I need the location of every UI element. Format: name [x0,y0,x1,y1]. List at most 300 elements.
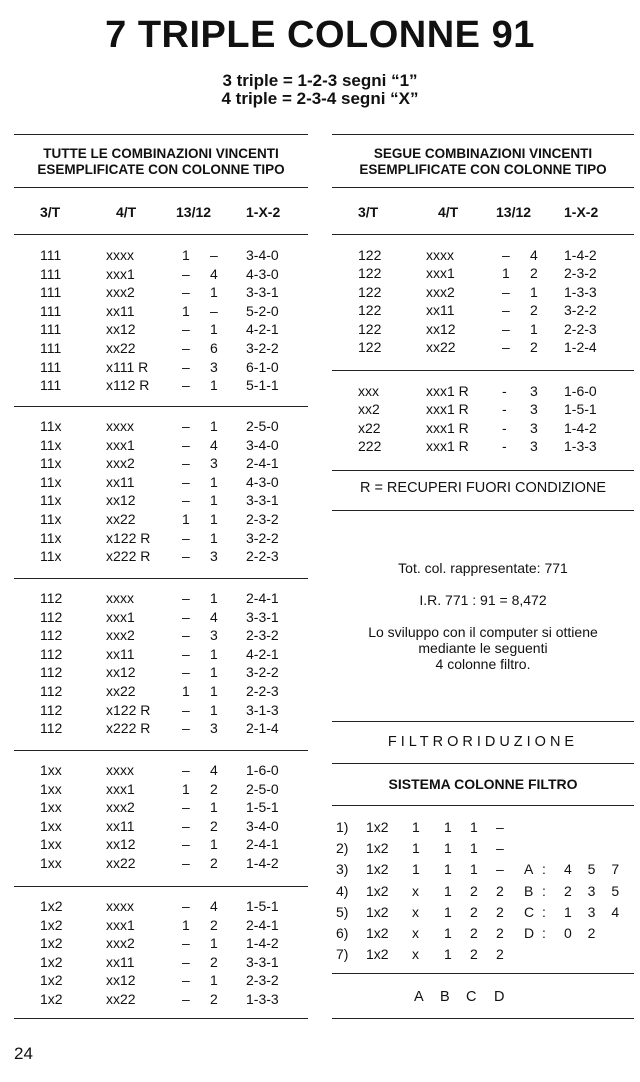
filter-cell: 1 [444,819,452,835]
table-cell: – [182,855,190,871]
reduction-index-note: I.R. 771 : 91 = 8,472 [419,592,547,608]
table-cell: 1xx [40,836,62,853]
table-cell: 2 [210,991,218,1007]
table-cell: – [210,247,218,263]
table-cell: 2-2-3 [246,683,279,699]
table-cell: – [502,283,510,300]
table-cell: 3 [530,419,538,436]
table-cell: xxx1 [106,436,135,453]
filter-letter: C [524,903,535,920]
filter-cell: 1x2 [366,819,389,835]
table-cell: xxxx [106,762,134,778]
table-cell: 2-2-3 [246,548,279,565]
table-cell: 1 [182,247,190,263]
table-cell: xxx1 R [426,383,469,399]
table-cell: x111 R [106,358,149,375]
colon-separator: : [542,925,546,941]
table-cell: 2-2-3 [564,320,597,337]
table-cell: 2-4-1 [246,836,279,853]
table-cell: xx2 [358,401,380,418]
table-cell: x22 [358,419,381,436]
table-cell: 1-3-3 [246,991,279,1007]
filter-cell: – [496,819,504,835]
table-cell: xxxx [106,247,134,263]
table-cell: xx12 [106,664,136,681]
table-cell: 1xx [40,762,62,778]
table-cell: 1x2 [40,991,63,1007]
table-cell: – [502,302,510,319]
table-cell: 1-4-2 [564,419,597,436]
table-cell: xx12 [106,492,136,509]
table-cell: 2 [530,265,538,282]
filter-cell: 1x2 [366,903,389,920]
filter-cell: 2 [470,925,478,941]
table-cell: 1 [210,645,218,662]
table-cell: xxx2 [106,627,135,644]
total-columns-note: Tot. col. rappresentate: 771 [398,560,568,576]
table-cell: 1 [210,473,218,490]
table-cell: 2-3-2 [246,511,279,527]
table-cell: 1 [210,418,218,434]
table-cell: – [182,664,190,681]
table-cell: 111 [40,284,62,301]
filter-values: 4 5 7 [564,861,626,878]
table-cell: 4 [210,608,218,625]
table-cell: xx11 [426,302,455,319]
table-cell: 3-3-1 [246,953,279,970]
filter-cell: – [496,840,504,857]
filter-cell: 1x2 [366,882,389,899]
table-cell: 11x [40,473,62,490]
table-cell: – [182,645,190,662]
column-header-1x2: 1-X-2 [564,204,599,220]
table-cell: 1-4-2 [564,247,597,263]
divider [332,805,634,806]
table-cell: 11x [40,511,62,527]
table-cell: 1-5-1 [246,799,279,816]
table-cell: xxx1 R [426,438,469,455]
footer-letter: D [494,989,505,1005]
left-table-header [14,146,308,178]
filter-cell: 6) [336,925,349,941]
table-cell: – [182,590,190,606]
table-cell: 1 [210,590,218,606]
filter-cell: 1) [336,819,349,835]
table-cell: 3-1-3 [246,701,279,718]
table-cell: xx11 [106,473,135,490]
table-cell: 2 [530,339,538,355]
table-cell: xxxx [106,590,134,606]
table-cell: 1xx [40,780,62,797]
filter-cell: 2 [496,882,504,899]
table-cell: xxx2 [106,799,135,816]
column-header-3t: 3/T [358,204,379,220]
table-cell: 1-4-2 [246,935,279,952]
divider [14,886,308,887]
table-cell: xx11 [106,645,135,662]
table-cell: xxx2 [426,283,455,300]
footer-letter: B [440,989,450,1005]
table-cell: 3 [530,401,538,418]
development-note [332,624,634,672]
table-cell: 112 [40,664,63,681]
table-cell: 111 [40,265,62,282]
filter-cell: 1 [444,840,452,857]
table-cell: 122 [358,320,382,337]
table-cell: xx22 [426,339,456,355]
filter-cell: 2 [470,882,478,899]
table-cell: – [182,548,190,565]
filter-cell: 5) [336,903,349,920]
table-cell: xxx2 [106,284,135,301]
table-cell: - [502,383,507,399]
table-cell: 111 [40,321,62,338]
table-cell: – [182,953,190,970]
filter-cell: 1 [444,925,452,941]
divider [14,134,308,135]
column-header-13-12: 13/12 [496,204,532,220]
filter-cell: 1 [444,903,452,920]
table-cell: - [502,401,507,418]
table-cell: 1 [210,321,218,338]
table-cell: 3 [210,358,218,375]
table-cell: 1x2 [40,953,63,970]
table-cell: – [182,436,190,453]
table-cell: 11x [40,455,62,472]
divider [14,750,308,751]
table-cell: 1 [210,284,218,301]
table-cell: xx22 [106,683,136,699]
filter-cell: 1 [444,882,452,899]
table-cell: xxx1 [426,265,455,282]
table-cell: xx11 [106,302,135,319]
table-cell: xxx1 [106,265,135,282]
table-cell: 3-3-1 [246,608,279,625]
table-cell: 2-3-2 [246,627,279,644]
table-cell: - [502,419,507,436]
table-cell: 112 [40,701,63,718]
table-cell: 4-3-0 [246,473,279,490]
filter-cell: 2 [496,946,504,963]
table-cell: – [502,339,510,355]
table-cell: – [182,991,190,1007]
table-cell: x222 R [106,548,151,565]
column-header-13-12: 13/12 [176,204,212,220]
table-cell: xx22 [106,855,136,871]
table-cell: – [182,455,190,472]
table-cell: 1 [210,836,218,853]
table-cell: 1 [210,972,218,989]
table-cell: 111 [40,358,62,375]
table-cell: 3 [530,383,538,399]
table-cell: 1 [210,492,218,509]
table-cell: 1 [210,377,218,394]
table-cell: x122 R [106,701,151,718]
filtroriduzione-title: FILTRORIDUZIONE [387,734,579,750]
table-cell: 4-2-1 [246,321,279,338]
table-cell: 112 [40,627,63,644]
table-cell: xxx1 R [426,419,469,436]
table-cell: 4 [210,762,218,778]
table-cell: – [182,529,190,546]
table-cell: – [502,247,510,263]
table-cell: 1-3-3 [564,438,597,455]
divider [332,510,634,511]
table-cell: 3-3-1 [246,284,279,301]
filter-cell: 2) [336,840,349,857]
table-cell: 1 [182,916,190,933]
divider [14,234,308,235]
filter-cell: 2 [496,925,504,941]
table-cell: – [182,418,190,434]
table-cell: – [182,340,190,356]
table-cell: 122 [358,247,382,263]
table-cell: 1-3-3 [564,283,597,300]
filter-letter: D [524,925,535,941]
table-cell: 3-2-2 [246,664,279,681]
table-cell: 2 [210,855,218,871]
table-cell: 3-3-1 [246,492,279,509]
table-cell: – [182,799,190,816]
table-cell: 1xx [40,799,62,816]
note-line: 4 colonne filtro. [435,656,531,672]
divider [332,234,634,235]
note-line: Lo sviluppo con il computer si ottiene [368,624,598,640]
table-cell: 1xx [40,817,62,834]
table-cell: 1 [210,701,218,718]
table-cell: 2-3-2 [564,265,597,282]
table-cell: 112 [40,608,63,625]
filter-cell: x [412,882,419,899]
table-cell: 2-1-4 [246,720,279,737]
table-cell: xx22 [106,340,136,356]
table-cell: xx22 [106,511,136,527]
divider [332,973,634,974]
table-cell: xx12 [106,972,136,989]
filter-cell: 2 [470,903,478,920]
footer-letter: A [414,989,424,1005]
table-cell: 1 [182,780,190,797]
table-cell: 2-4-1 [246,590,279,606]
subtitle-line: 4 triple = 2-3-4 segni “X” [221,89,419,108]
table-cell: 1 [210,511,218,527]
colon-separator: : [542,861,546,878]
table-cell: 1 [210,799,218,816]
table-cell: – [182,720,190,737]
filter-letter: B [524,882,534,899]
filter-cell: 1 [444,946,452,963]
filter-cell: 4) [336,882,349,899]
table-cell: 111 [40,377,62,394]
divider [332,1018,634,1019]
table-cell: 4-2-1 [246,645,279,662]
table-cell: 1 [182,302,190,319]
table-cell: 1-2-4 [564,339,597,355]
table-cell: xx12 [106,321,136,338]
table-cell: – [182,358,190,375]
table-cell: 1-4-2 [246,855,279,871]
table-cell: 2-5-0 [246,780,279,797]
table-cell: 2 [210,817,218,834]
table-cell: 2 [210,780,218,797]
table-cell: 4 [530,247,538,263]
table-cell: xx12 [426,320,456,337]
table-cell: 11x [40,529,62,546]
table-cell: 122 [358,265,382,282]
header-line: ESEMPLIFICATE CON COLONNE TIPO [359,162,607,177]
table-cell: 1 [502,265,510,282]
table-cell: 112 [40,645,63,662]
table-cell: 111 [40,340,62,356]
table-cell: 111 [40,302,62,319]
table-cell: 3-2-2 [246,529,279,546]
table-cell: 1 [210,664,218,681]
table-cell: 2-5-0 [246,418,279,434]
header-line: ESEMPLIFICATE CON COLONNE TIPO [37,162,285,177]
filter-cell: 1 [470,840,478,857]
divider [332,721,634,722]
table-cell: 2 [530,302,538,319]
divider [14,406,308,407]
table-cell: 1-6-0 [246,762,279,778]
subtitle-line: 3 triple = 1-2-3 segni “1” [222,71,418,90]
page-number: 24 [14,1044,33,1063]
table-cell: xxx2 [106,455,135,472]
colon-separator: : [542,903,546,920]
table-cell: – [182,627,190,644]
table-cell: 3 [210,627,218,644]
header-line: SEGUE COMBINAZIONI VINCENTI [373,146,593,161]
filter-cell: x [412,925,419,941]
table-cell: 11x [40,492,62,509]
filter-cell: 2 [496,903,504,920]
table-cell: 11x [40,418,62,434]
table-cell: 1 [210,935,218,952]
table-cell: 1 [530,283,538,300]
table-cell: 3-4-0 [246,436,279,453]
filter-cell: 1 [412,819,420,835]
table-cell: 3-4-0 [246,247,279,263]
table-cell: 3 [530,438,538,455]
table-cell: 1 [210,683,218,699]
table-cell: 1 [182,511,190,527]
table-cell: 1-6-0 [564,383,597,399]
table-cell: 5-2-0 [246,302,279,319]
filter-cell: 1x2 [366,861,389,878]
table-cell: xxxx [106,418,134,434]
table-cell: xx11 [106,953,135,970]
table-cell: 4 [210,898,218,914]
colon-separator: : [542,882,546,899]
table-cell: – [182,836,190,853]
table-cell: – [182,898,190,914]
header-line: TUTTE LE COMBINAZIONI VINCENTI [43,146,279,161]
table-cell: 3-2-2 [564,302,597,319]
filter-cell: 2 [470,946,478,963]
table-cell: xxxx [426,247,454,263]
filter-cell: x [412,946,419,963]
table-cell: xxx1 R [426,401,469,418]
subtitle [0,72,640,108]
table-cell: 4 [210,436,218,453]
table-cell: – [182,284,190,301]
table-cell: xxx2 [106,935,135,952]
table-cell: 6-1-0 [246,358,279,375]
table-cell: – [182,377,190,394]
divider [332,470,634,471]
table-cell: 3 [210,720,218,737]
table-cell: 1 [182,683,190,699]
table-cell: 2-4-1 [246,916,279,933]
filter-cell: 1 [470,861,478,878]
column-header-1x2: 1-X-2 [246,204,281,220]
divider [332,370,634,371]
table-cell: - [502,438,507,455]
table-cell: x112 R [106,377,150,394]
divider [14,578,308,579]
table-cell: 222 [358,438,382,455]
table-cell: 1-5-1 [246,898,279,914]
column-header-4t: 4/T [116,204,137,220]
table-cell: 4 [210,265,218,282]
filter-cell: 1x2 [366,925,389,941]
table-cell: 1x2 [40,898,63,914]
table-cell: 122 [358,302,382,319]
filter-values: 0 2 [564,925,602,941]
filter-cell: 7) [336,946,349,963]
table-cell: 2 [210,953,218,970]
filter-cell: 1 [470,819,478,835]
table-cell: xx22 [106,991,136,1007]
table-cell: 3 [210,548,218,565]
table-cell: xxx [358,383,379,399]
table-cell: – [182,265,190,282]
table-cell: 2-3-2 [246,972,279,989]
filter-values: 1 3 4 [564,903,626,920]
filter-cell: 1x2 [366,840,389,857]
footer-letter: C [466,989,477,1005]
table-cell: x222 R [106,720,151,737]
table-cell: 111 [40,247,62,263]
table-cell: xxx1 [106,608,135,625]
table-cell: – [182,321,190,338]
right-table-header [332,146,634,178]
table-cell: xxxx [106,898,134,914]
filter-cell: 1 [412,861,420,878]
table-cell: 112 [40,720,63,737]
column-header-3t: 3/T [40,204,61,220]
note-line: mediante le seguenti [418,640,548,656]
table-cell: – [210,302,218,319]
filter-letter: A [524,861,534,878]
table-cell: – [182,492,190,509]
table-cell: 3 [210,455,218,472]
table-cell: – [182,473,190,490]
table-cell: – [182,817,190,834]
table-cell: – [182,972,190,989]
divider [332,187,634,188]
divider [332,763,634,764]
table-cell: – [182,608,190,625]
recuperi-legend: R = RECUPERI FUORI CONDIZIONE [359,480,607,496]
table-cell: x122 R [106,529,151,546]
filter-values: 2 3 5 [564,882,626,899]
table-cell: 3-4-0 [246,817,279,834]
filter-cell: 1 [444,861,452,878]
table-cell: 6 [210,340,218,356]
filter-cell: – [496,861,504,878]
table-cell: 3-2-2 [246,340,279,356]
